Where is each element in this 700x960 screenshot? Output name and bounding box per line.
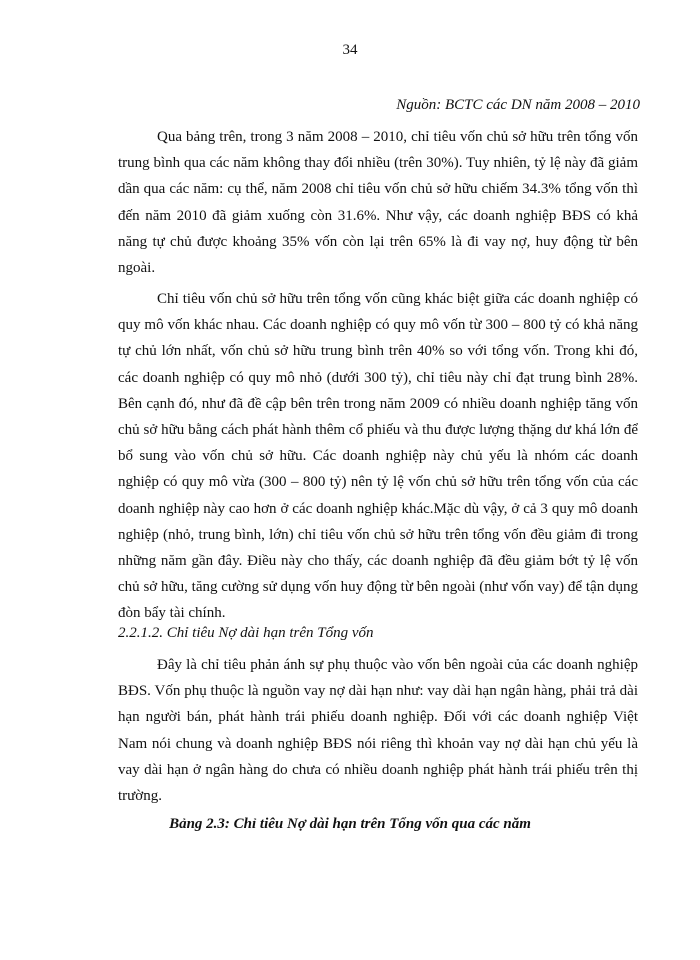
table-caption: Bảng 2.3: Chỉ tiêu Nợ dài hạn trên Tổng vốn qua các năm (169, 816, 531, 832)
paragraph-equity-by-size: Chỉ tiêu vốn chủ sở hữu trên tổng vốn cũng khác biệt giữa các doanh nghiệp có quy mô vốn khác nhau. Các doanh nghiệp có quy mô vốn từ 300 – 800 tỷ có khả năng tự chủ lớn nhất, vốn chủ sở hữu trung bình trên 40% so với tổng vốn. Trong khi đó, các doanh nghiệp có quy mô nhỏ (dưới 300 tỷ), chỉ tiêu này chỉ đạt trung bình 28%. Bên cạnh đó, như đã đề cập bên trên trong năm 2009 có nhiều doanh nghiệp tăng vốn chủ sở hữu bằng cách phát hành thêm cổ phiếu và thu được lượng thặng dư khá lớn để bổ sung vào vốn chủ sở hữu. Các doanh nghiệp này chủ yếu là nhóm các doanh nghiệp có quy mô vừa (300 – 800 tỷ) nên tỷ lệ vốn chủ sở hữu trên tổng vốn của các doanh nghiệp này cao hơn ở các doanh nghiệp khác.Mặc dù vậy, ở cả 3 quy mô doanh nghiệp (nhỏ, trung bình, lớn) chỉ tiêu vốn chủ sở hữu trên tổng vốn đều giảm đi trong những năm gần đây. Điều này cho thấy, các doanh nghiệp đã đều giảm bớt tỷ lệ vốn chủ sở hữu, tăng cường sử dụng vốn huy động từ bên ngoài (như vốn vay) để tận dụng đòn bẩy tài chính. (118, 291, 638, 622)
section-heading: 2.2.1.2. Chỉ tiêu Nợ dài hạn trên Tổng vốn (118, 625, 374, 641)
page-number: 34 (342, 42, 358, 58)
paragraph-long-term-debt: Đây là chỉ tiêu phản ánh sự phụ thuộc vào vốn bên ngoài của các doanh nghiệp BĐS. Vốn phụ thuộc là nguồn vay nợ dài hạn như: vay dài hạn ngân hàng, phải trả dài hạn người bán, phát hành trái phiếu doanh nghiệp. Đối với các doanh nghiệp Việt Nam nói chung và doanh nghiệp BĐS nói riêng thì khoản vay nợ dài hạn chủ yếu là vay dài hạn ở ngân hàng do chưa có nhiều doanh nghiệp phát hành trái phiếu trên thị trường. (118, 657, 638, 805)
paragraph-equity-trend: Qua bảng trên, trong 3 năm 2008 – 2010, chỉ tiêu vốn chủ sở hữu trên tổng vốn trung bình qua các năm không thay đổi nhiều (trên 30%). Tuy nhiên, tỷ lệ này đã giảm dần qua các năm: cụ thể, năm 2008 chỉ tiêu vốn chủ sở hữu chiếm 34.3% tổng vốn thì đến năm 2010 đã giảm xuống còn 31.6%. Như vậy, các doanh nghiệp BĐS có khả năng tự chủ được khoảng 35% vốn còn lại trên 65% là đi vay nợ, huy động từ bên ngoài. (118, 129, 638, 277)
source-note: Nguồn: BCTC các DN năm 2008 – 2010 (396, 97, 640, 113)
